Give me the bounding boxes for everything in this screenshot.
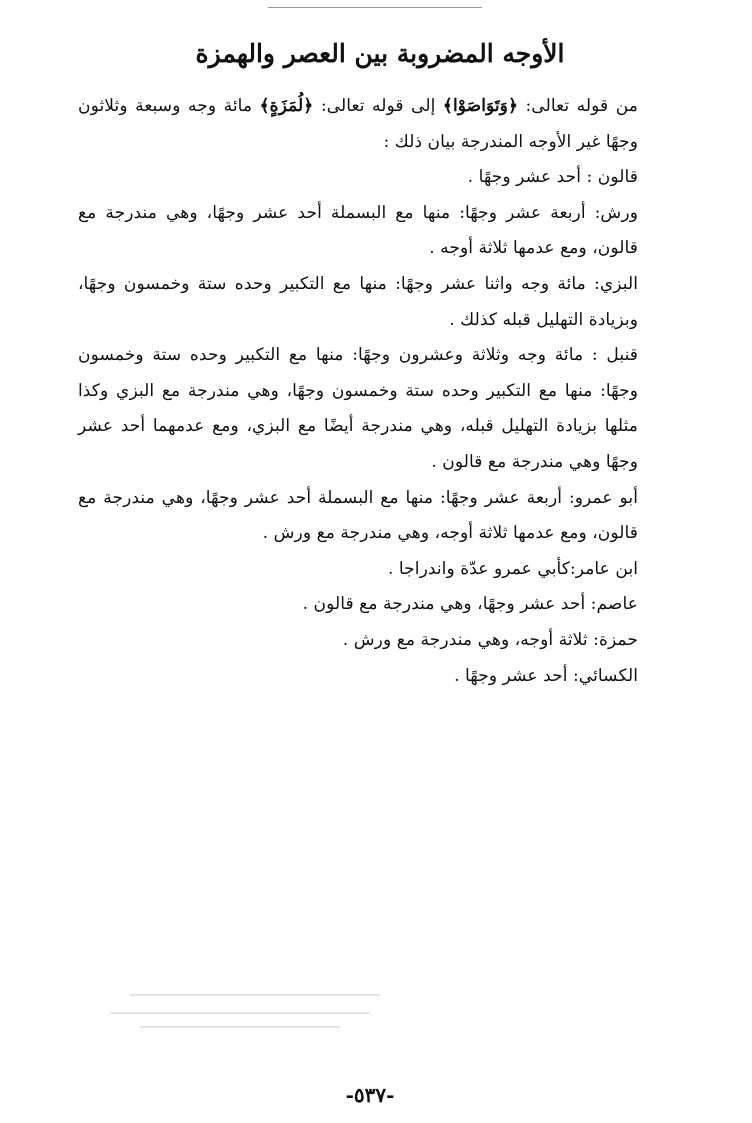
page-title: الأوجه المضروبة بين العصر والهمزة — [195, 39, 565, 68]
paragraph-qunbul: قنبل : مائة وجه وثلاثة وعشرون وجهًا: منها مع التكبير وحده ستة وخمسون وجهًا: منها مع التكبير وحده ستة وخمسون وجهًا، وهي مندرجة مع البزي وكذا مثلها بزيادة التهليل قبله، وهي مندرجة أيضًا مع البزي، ومع عدمهما أحد عشر وجهًا وهي مندرجة مع قالون . — [78, 345, 638, 472]
paragraph-kisai: الكسائي: أحد عشر وجهًا . — [454, 665, 638, 686]
paragraph-intro — [78, 89, 678, 160]
intro-middle: إلى قوله تعالى: — [313, 96, 443, 116]
page-number: -٥٣٧- — [345, 1083, 395, 1107]
quran-quote-tawasaw: ﴿وَتَوَاصَوْا﴾ — [442, 96, 519, 116]
bleed-through-marks — [110, 992, 380, 1032]
paragraph-asim: عاصم: أحد عشر وجهًا، وهي مندرجة مع قالون . — [302, 594, 638, 615]
intro-before: من قوله تعالى: — [518, 96, 639, 116]
body-text — [78, 89, 678, 694]
paragraph-hamza: حمزة: ثلاثة أوجه، وهي مندرجة مع ورش . — [342, 629, 638, 650]
paragraph-qalun: قالون : أحد عشر وجهًا . — [467, 167, 638, 188]
paragraph-warsh: ورش: أربعة عشر وجهًا: منها مع البسملة أحد عشر وجهًا، وهي مندرجة مع قالون، ومع عدمها ثلاثة أوجه . — [78, 202, 638, 259]
quran-quote-lumaza: ﴿لُمَزَةٍ﴾ — [259, 96, 314, 116]
paragraph-abu-amr: أبو عمرو: أربعة عشر وجهًا: منها مع البسملة أحد عشر وجهًا، وهي مندرجة مع قالون، ومع عدمها ثلاثة أوجه، وهي مندرجة مع ورش . — [78, 487, 638, 544]
paragraph-bazzi: البزي: مائة وجه واثنا عشر وجهًا: منها مع التكبير وحده ستة وخمسون وجهًا، وبزيادة التهليل قبله كذلك . — [78, 273, 638, 330]
intro-after: مائة وجه وسبعة وثلاثون وجهًا غير الأوجه المندرجة بيان ذلك : — [78, 96, 638, 152]
paragraph-ibn-amir: ابن عامر:كأبي عمرو عدّة واندراجا . — [388, 558, 638, 579]
top-rule — [268, 7, 482, 8]
